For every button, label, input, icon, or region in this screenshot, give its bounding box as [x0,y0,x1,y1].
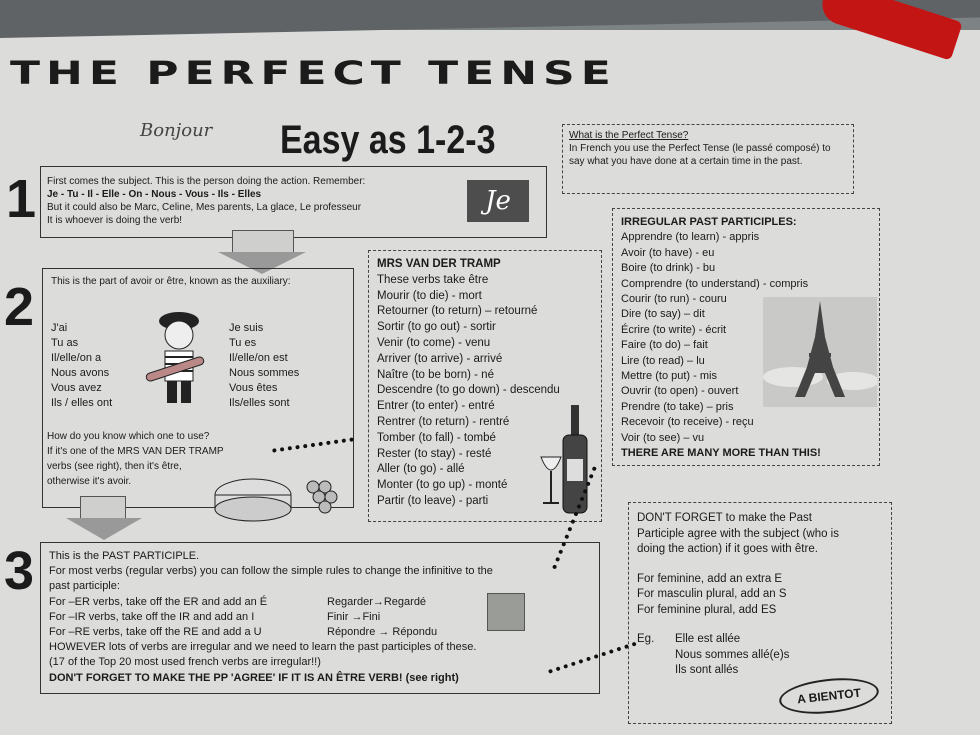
irregular-item: Dire (to say) – dit [621,308,705,321]
agree-f2: For masculin plural, add an S [637,588,787,600]
step3-l2: For most verbs (regular verbs) you can follow the simple rules to change the infinitive to the [49,565,493,578]
tramp-item: Partir (to leave) - parti [377,494,489,507]
tramp-item: Venir (to come) - venu [377,336,491,349]
step3-l8: (17 of the Top 20 most used french verbs are irregular!!) [49,656,321,669]
avoir-list [51,321,112,411]
irregular-item: Mettre (to put) - mis [621,370,717,383]
french-boy-illustration [143,307,213,407]
step2-question [47,429,224,489]
step-3-box [40,542,600,694]
step3-l3: past participle: [49,580,120,593]
avoir-item: Ils / elles ont [51,397,113,409]
agree-l2: Participle agree with the subject (who is [637,527,839,540]
step2-q4: otherwise it's avoir. [47,476,132,487]
what-text: In French you use the Perfect Tense (le passé composé) to say what you have done at a certain time in the past. [569,143,831,167]
eiffel-tower-illustration [763,297,877,407]
tramp-item: Tomber (to fall) - tombé [377,431,496,444]
agree-e3: Ils sont allés [675,664,739,676]
wine-bottle-illustration [537,399,597,517]
step3-example: Finir →Fini [327,610,381,623]
etre-item: Tu es [229,337,257,349]
irregular-item: Recevoir (to receive) - reçu [621,416,754,429]
cheese-grapes-illustration [213,465,353,525]
irregular-item: Lire (to read) – lu [621,354,705,367]
tramp-box [368,250,602,522]
irregular-item: Voir (to see) – vu [621,431,705,444]
tramp-item: Entrer (to enter) - entré [377,400,495,413]
irregular-item: Courir (to run) - couru [621,293,727,306]
agree-f3: For feminine plural, add ES [637,603,777,616]
tramp-heading: MRS VAN DER TRAMP [377,258,501,270]
step1-line1: First comes the subject. This is the person doing the action. Remember: [47,176,366,187]
step3-rule: For –RE verbs, take off the RE and add a U [49,626,262,639]
step-2-box [42,268,354,508]
irregular-item: Comprendre (to understand) - compris [621,277,809,290]
step3-l7: HOWEVER lots of verbs are irregular and we need to learn the past participles of these. [49,641,477,654]
a-bientot-stamp: A BIENTOT [777,674,880,718]
step2-intro: This is the part of avoir or être, known as the auxiliary: [51,276,291,287]
down-arrow-2-head [66,518,142,540]
avoir-item: Nous avons [51,367,110,379]
irregular-heading: IRREGULAR PAST PARTICIPLES: [621,216,797,228]
subtitle: Easy as 1-2-3 [280,118,496,162]
agree-box [628,502,892,724]
etre-item: Vous êtes [229,382,278,394]
irregular-item: Apprendre (to learn) - appris [621,231,760,244]
step3-rule: For –ER verbs, take off the ER and add an É [49,595,268,608]
irregular-item: Faire (to do) – fait [621,339,708,352]
tramp-item: Aller (to go) - allé [377,463,465,476]
etre-list [229,321,299,411]
down-arrow-2 [80,496,126,520]
step-1-number: 1 [6,169,37,229]
agree-e2: Nous sommes allé(e)s [675,648,790,661]
tramp-item: Rentrer (to return) - rentré [377,415,510,428]
step3-example: Répondre → Répondu [327,626,438,639]
irregular-item: Ouvrir (to open) - ouvert [621,385,739,398]
etre-item: Nous sommes [229,367,300,379]
irregular-box [612,208,880,466]
irregular-footer: THERE ARE MANY MORE THAN THIS! [621,447,821,460]
what-heading: What is the Perfect Tense? [569,130,689,141]
step1-line4: It is whoever is doing the verb! [47,215,183,226]
step1-pronouns: Je - Tu - Il - Elle - On - Nous - Vous - Ils - Elles [47,189,262,200]
step3-l9: DON'T FORGET TO MAKE THE PP 'AGREE' IF IT IS AN ÊTRE VERB! (see right) [49,671,459,684]
france-map-icon [487,593,525,631]
irregular-item: Avoir (to have) - eu [621,246,715,259]
step3-rule: For –IR verbs, take off the IR and add an I [49,610,255,623]
page-title: THE PERFECT TENSE [10,55,617,92]
irregular-item: Prendre (to take) – pris [621,400,734,413]
irregular-item: Écrire (to write) - écrit [621,323,727,336]
avoir-item: J'ai [51,322,68,334]
tramp-item: Naître (to be born) - né [377,368,494,381]
step1-line3: But it could also be Marc, Celine, Mes parents, La glace, Le professeur [47,202,362,213]
avoir-item: Vous avez [51,382,102,394]
tramp-item: Sortir (to go out) - sortir [377,321,496,334]
step3-example: Regarder→Regardé [327,595,427,608]
tramp-item: Arriver (to arrive) - arrivé [377,352,503,365]
je-tag: Je [467,180,529,222]
avoir-item: Tu as [51,337,79,349]
step2-q3: verbs (see right), then it's être, [47,461,182,472]
irregular-item: Boire (to drink) - bu [621,262,716,275]
down-arrow-1 [232,230,294,254]
step-3-number: 3 [4,541,35,601]
agree-l1: DON'T FORGET to make the Past [637,512,812,524]
tramp-intro: These verbs take être [377,273,489,286]
step3-l1: This is the PAST PARTICIPLE. [49,550,200,562]
etre-item: Ils/elles sont [229,397,290,409]
step-2-number: 2 [4,277,35,337]
agree-l3: doing the action) if it goes with être. [637,543,818,555]
tramp-item: Monter (to go up) - monté [377,479,508,492]
bonjour-logo: Bonjour [140,120,213,141]
etre-item: Je suis [229,322,264,334]
tramp-item: Rester (to stay) - resté [377,447,492,460]
tramp-item: Retourner (to return) – retourné [377,305,538,318]
step2-q2: If it's one of the MRS VAN DER TRAMP [47,446,224,457]
agree-eg: Eg. [637,633,655,645]
avoir-item: Il/elle/on a [51,352,102,364]
what-is-box [562,124,854,194]
tramp-item: Mourir (to die) - mort [377,289,482,302]
agree-f1: For feminine, add an extra E [637,572,783,585]
etre-item: Il/elle/on est [229,352,288,364]
step2-q1: How do you know which one to use? [47,431,210,442]
tramp-item: Descendre (to go down) - descendu [377,384,560,397]
agree-e1: Elle est allée [675,633,741,645]
